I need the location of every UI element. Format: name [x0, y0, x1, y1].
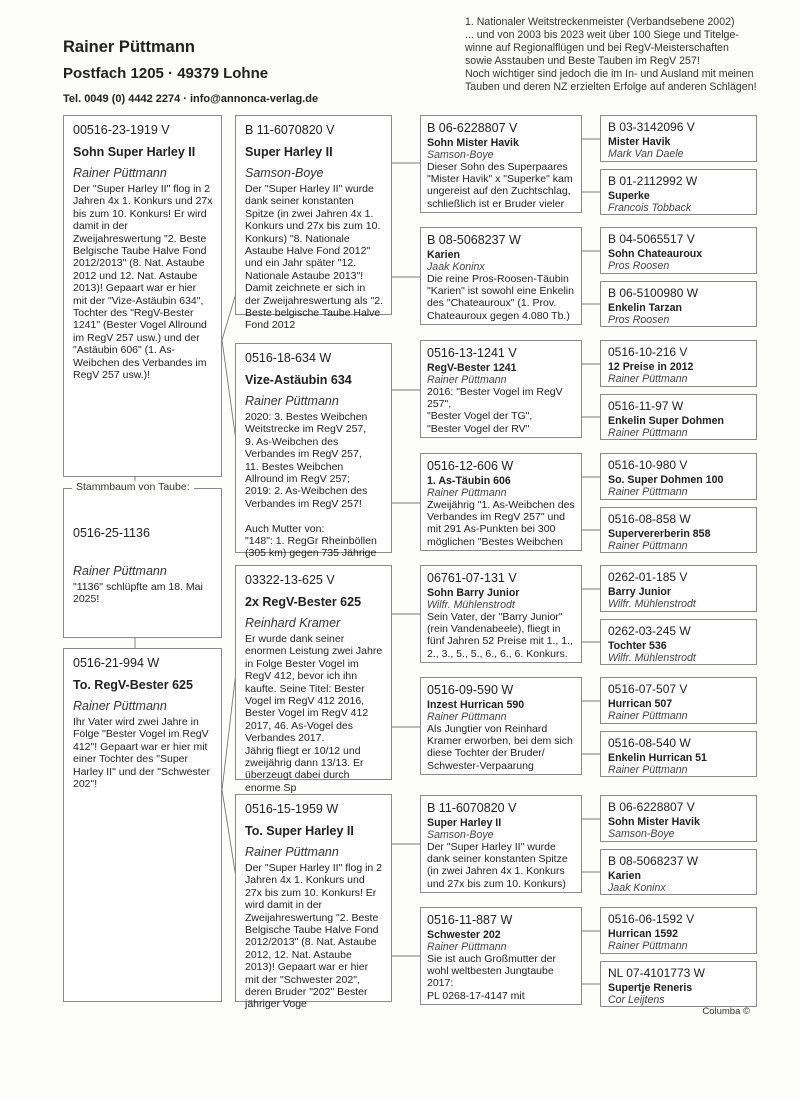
- breeder-name: Rainer Püttmann: [608, 940, 688, 952]
- breeder-name: Pros Roosen: [608, 260, 670, 272]
- breeder-name: Rainer Püttmann: [427, 374, 507, 386]
- ring-number: 0516-10-980 V: [608, 458, 688, 472]
- breeder-name: Rainer Püttmann: [608, 427, 688, 439]
- pigeon-description: Dieser Sohn des Superpaares "Mister Havik" x "Superke" kam ungereist auf den Zuchtschlag, schließlich ist er Bruder vieler: [427, 161, 573, 210]
- pigeon-description: Er wurde dank seiner enormen Leistung zwei Jahre in Folge Bester Vogel im RegV 412, bevor ich ihn kaufte. Seine Titel: Bester Vogel im RegV 412 2016, Bester Vogel im RegV 412 2017, 46. As-Vogel des Verbandes 2017. Jährig fliegt er 10/12 und zweijährig dann 13/13. Er überzeugt dabei durch enorme Sp: [245, 633, 383, 794]
- ring-number: B 08-5068237 W: [608, 854, 699, 868]
- breeder-name: Wilfr. Mühlenstrodt: [427, 599, 515, 611]
- pigeon-description: "1136" schlüpfte am 18. Mai 2025!: [73, 581, 203, 606]
- ring-number: 0516-15-1959 W: [245, 802, 339, 816]
- ancestor-card: [600, 961, 757, 1007]
- ring-number: 0516-08-858 W: [608, 512, 691, 526]
- ancestor-card: [600, 340, 757, 387]
- breeder-name: Rainer Püttmann: [608, 486, 688, 498]
- breeder-name: Rainer Püttmann: [73, 564, 167, 578]
- breeder-name: Rainer Püttmann: [73, 699, 167, 713]
- pigeon-description: Die reine Pros-Roosen-Täubin "Karien" ist sowohl eine Enkelin des "Chateauroux" (1. Prov. Chateauroux gegen 4.080 Tb.): [427, 273, 574, 322]
- ring-number: B 06-6228807 V: [608, 800, 695, 814]
- intro-line: 1. Nationaler Weitstreckenmeister (Verbandsebene 2002): [465, 16, 735, 28]
- ancestor-card: [600, 227, 757, 274]
- breeder-name: Francois Tobback: [608, 202, 692, 214]
- dam-card: [63, 648, 222, 1002]
- pigeon-name: Sohn Mister Havik: [427, 137, 519, 149]
- pigeon-name: Superke: [608, 190, 650, 202]
- great-grandparent-card: [420, 565, 582, 663]
- ring-number: 00516-23-1919 V: [73, 123, 170, 137]
- sire-card: [63, 115, 222, 477]
- ancestor-card: [600, 169, 757, 215]
- breeder-name: Rainer Püttmann: [63, 38, 196, 56]
- breeder-name: Rainer Püttmann: [245, 845, 339, 859]
- intro-line: sowie Asstauben und Beste Tauben im RegV 257!: [465, 55, 700, 67]
- pigeon-name: Supertje Reneris: [608, 982, 693, 994]
- pigeon-name: Barry Junior: [608, 586, 671, 598]
- intro-line: Noch wichtiger sind jedoch die im In- und Ausland mit meinen: [465, 68, 754, 80]
- pigeon-name: Sohn Mister Havik: [608, 816, 700, 828]
- pigeon-name: Karien: [427, 249, 460, 261]
- pigeon-name: Schwester 202: [427, 929, 501, 941]
- pigeon-name: Mister Havik: [608, 136, 671, 148]
- breeder-name: Jaak Koninx: [608, 882, 666, 894]
- breeder-name: Samson-Boye: [427, 149, 494, 161]
- pigeon-name: Enkelin Tarzan: [608, 302, 682, 314]
- breeder-name: Samson-Boye: [245, 166, 324, 180]
- breeder-name: Rainer Püttmann: [427, 941, 507, 953]
- ancestor-card: [600, 731, 757, 777]
- ring-number: 06761-07-131 V: [427, 571, 517, 585]
- grandparent-card: [235, 794, 392, 1011]
- pigeon-name: RegV-Bester 1241: [427, 362, 517, 374]
- breeder-name: Samson-Boye: [427, 829, 494, 841]
- great-grandparent-card: [420, 453, 582, 551]
- great-grandparent-card: [420, 795, 582, 893]
- breeder-name: Cor Leijtens: [608, 994, 665, 1006]
- breeder-name: Rainer Püttmann: [427, 711, 507, 723]
- breeder-contact: Tel. 0049 (0) 4442 2274 · info@annonca-verlag.de: [63, 93, 319, 105]
- pigeon-name: To. Super Harley II: [245, 824, 354, 838]
- ancestor-card: [600, 507, 757, 553]
- ring-number: 0516-07-507 V: [608, 682, 688, 696]
- pigeon-name: Sohn Chateauroux: [608, 248, 703, 260]
- ring-number: 0516-18-634 W: [245, 351, 332, 365]
- ancestor-card: [600, 677, 757, 724]
- ring-number: 0516-13-1241 V: [427, 346, 517, 360]
- ring-number: B 06-6228807 V: [427, 121, 518, 135]
- pigeon-description: Ihr Vater wird zwei Jahre in Folge "Bester Vogel im RegV 412"! Gepaart war er hier mit einer Tochter des "Super Harley II" und der "Schwester 202"!: [73, 716, 211, 791]
- breeder-name: Rainer Püttmann: [608, 373, 688, 385]
- ancestor-card: [600, 565, 757, 612]
- pigeon-name: 2x RegV-Bester 625: [245, 595, 362, 609]
- breeder-name: Pros Roosen: [608, 314, 670, 326]
- ring-number: B 08-5068237 W: [427, 233, 521, 247]
- pigeon-name: Enkelin Super Dohmen: [608, 415, 724, 427]
- pigeon-description: Zweijährig "1. As-Weibchen des Verbandes im RegV 257" und mit 291 As-Punkten bei 300 möglichen "Bestes Weibchen: [427, 499, 575, 548]
- great-grandparent-card: [420, 115, 582, 213]
- grandparent-card: [235, 343, 392, 560]
- ancestor-card: [600, 849, 757, 895]
- pigeon-description: Der "Super Harley II" wurde dank seiner konstanten Spitze (in zwei Jahren 4x 1. Konkurs und 27x bis zum 10. Konkurs): [427, 841, 568, 890]
- breeder-name: Reinhard Kramer: [245, 616, 341, 630]
- ring-number: 0516-11-887 W: [427, 913, 513, 927]
- ancestor-card: [600, 907, 757, 954]
- breeder-name: Mark Van Daele: [608, 148, 684, 160]
- pigeon-name: So. Super Dohmen 100: [608, 474, 724, 486]
- ring-number: 0516-06-1592 V: [608, 912, 695, 926]
- pigeon-name: Super Harley II: [245, 145, 333, 159]
- ring-number: 0262-03-245 W: [608, 624, 691, 638]
- pigeon-name: Super Harley II: [427, 817, 502, 829]
- breeder-name: Rainer Püttmann: [608, 764, 688, 776]
- breeder-address: Postfach 1205 · 49379 Lohne: [63, 65, 269, 82]
- pigeon-name: Vize-Astäubin 634: [245, 373, 352, 387]
- pigeon-description: Sie ist auch Großmutter der wohl weltbesten Jungtaube 2017: PL 0268-17-4147 mit: [427, 953, 556, 1002]
- pigeon-name: Sohn Super Harley II: [73, 145, 196, 159]
- breeder-name: Rainer Püttmann: [73, 166, 167, 180]
- pigeon-description: Der "Super Harley II" flog in 2 Jahren 4x 1. Konkurs und 27x bis zum 10. Konkurs! Er wird damit in der Zweijahreswertung "2. Beste Belgische Taube Halve Fond 2012/2013" (8. Nat. Astaube 2012 und 12. Nat. Astaube 2013)! Gepaart war er hier mit der "Vize-Astäubin 634", Tochter des "RegV-Bester 1241" (Bester Vogel Allround im RegV 257 usw.) und der "Astäubin 606" (1. As-Weibchen des Verbandes im RegV 257 usw.)!: [73, 183, 213, 382]
- ancestor-card: [600, 281, 757, 327]
- ancestor-card: [600, 453, 757, 500]
- breeder-name: Rainer Püttmann: [427, 487, 507, 499]
- great-grandparent-card: [420, 227, 582, 325]
- pigeon-description: Sein Vater, der "Barry Junior" (rein Vandenabeele), fliegt in fünf Jahren 52 Preise mit 1., 1., 2., 3., 5., 5., 6., 6., 6. Konkurs.: [427, 611, 573, 660]
- pigeon-description: 2020: 3. Bestes Weibchen Weitstrecke im RegV 257, 9. As-Weibchen des Verbandes im RegV 257, 11. Bestes Weibchen Allround im RegV 257; 2019: 2. As-Weibchen des Verbandes im RegV 257! Auch Mutter von: "148": 1. RegGr Rheinböllen (305 km) gegen 735 Jährige: [245, 411, 377, 560]
- ring-number: 0516-21-994 W: [73, 656, 160, 670]
- grandparent-card: [235, 565, 392, 794]
- ring-number: B 11-6070820 V: [427, 801, 517, 815]
- intro-line: ... und von 2003 bis 2023 weit über 100 Siege und Titelge-: [465, 29, 739, 41]
- ring-number: 0516-11-97 W: [608, 399, 684, 413]
- pigeon-name: Tochter 536: [608, 640, 667, 652]
- pigeon-name: Hurrican 1592: [608, 928, 679, 940]
- ancestor-card: [600, 619, 757, 665]
- pigeon-description: Der "Super Harley II" wurde dank seiner konstanten Spitze (in zwei Jahren 4x 1. Konkurs und 27x bis zum 10. Konkurs) "8. Nationale Astaube Halve Fond 2012" und ein Jahr später "12. Nationale Astaube 2013"! Damit zeichnete er sich in der Zweijahreswertung als "2. Beste belgische Taube Halve Fond 2012: [245, 183, 383, 332]
- grandparent-card: [235, 115, 392, 332]
- pigeon-description: Als Jungtier von Reinhard Kramer erworben, bei dem sich diese Tochter der Bruder/ Schwester-Verpaarung: [427, 723, 573, 772]
- pigeon-name: Sohn Barry Junior: [427, 587, 520, 599]
- intro-line: winne auf Regionalflügen und bei RegV-Meisterschaften: [465, 42, 729, 54]
- breeder-name: Rainer Püttmann: [608, 710, 688, 722]
- ring-number: 03322-13-625 V: [245, 573, 335, 587]
- ancestor-card: [600, 394, 757, 440]
- ancestor-card: [600, 795, 757, 842]
- pigeon-description: Der "Super Harley II" flog in 2 Jahren 4x 1. Konkurs und 27x bis zum 10. Konkurs! Er wird damit in der Zweijahreswertung "2. Beste Belgische Taube Halve Fond 2012/2013" (8. Nat. Astaube 2012, 12. Nat. Astaube 2013)! Gepaart war er hier mit der "Schwester 202", deren Bruder "202" Bester jähriger Voge: [245, 862, 383, 1011]
- pigeon-name: Inzest Hurrican 590: [427, 699, 525, 711]
- ring-number: 0516-25-1136: [73, 526, 150, 540]
- pigeon-name: Supervererberin 858: [608, 528, 711, 540]
- breeder-name: Wilfr. Mühlenstrodt: [608, 652, 696, 664]
- ring-number: B 03-3142096 V: [608, 120, 695, 134]
- ring-number: 0516-08-540 W: [608, 736, 691, 750]
- ancestor-card: [600, 115, 757, 162]
- ring-number: NL 07-4101773 W: [608, 966, 705, 980]
- ring-number: 0516-10-216 V: [608, 345, 688, 359]
- pigeon-name: Karien: [608, 870, 641, 882]
- pigeon-name: 1. As-Täubin 606: [427, 475, 511, 487]
- ring-number: B 04-5065517 V: [608, 232, 695, 246]
- ring-number: B 06-5100980 W: [608, 286, 699, 300]
- great-grandparent-card: [420, 677, 582, 775]
- breeder-name: Jaak Koninx: [427, 261, 485, 273]
- breeder-name: Wilfr. Mühlenstrodt: [608, 598, 696, 610]
- ring-number: 0516-09-590 W: [427, 683, 514, 697]
- pigeon-name: To. RegV-Bester 625: [73, 678, 193, 692]
- pedigree-legend: Stammbaum von Taube:: [72, 481, 194, 493]
- ring-number: 0516-12-606 W: [427, 459, 514, 473]
- great-grandparent-card: [420, 340, 582, 438]
- pigeon-name: 12 Preise in 2012: [608, 361, 694, 373]
- ring-number: B 11-6070820 V: [245, 123, 335, 137]
- copyright: Columba ©: [702, 1006, 750, 1017]
- subject-card: [63, 481, 222, 638]
- ring-number: 0262-01-185 V: [608, 570, 688, 584]
- breeder-name: Rainer Püttmann: [608, 540, 688, 552]
- great-grandparent-card: [420, 907, 582, 1005]
- ring-number: B 01-2112992 W: [608, 174, 698, 188]
- pigeon-name: Hurrican 507: [608, 698, 673, 710]
- intro-line: Tauben und deren NZ erzielten Erfolge auf anderen Schlägen!: [465, 81, 757, 93]
- breeder-name: Samson-Boye: [608, 828, 675, 840]
- pigeon-name: Enkelin Hurrican 51: [608, 752, 707, 764]
- breeder-name: Rainer Püttmann: [245, 394, 339, 408]
- pigeon-description: 2016: "Bester Vogel im RegV 257", "Bester Vogel der TG", "Bester Vogel der RV": [427, 386, 563, 435]
